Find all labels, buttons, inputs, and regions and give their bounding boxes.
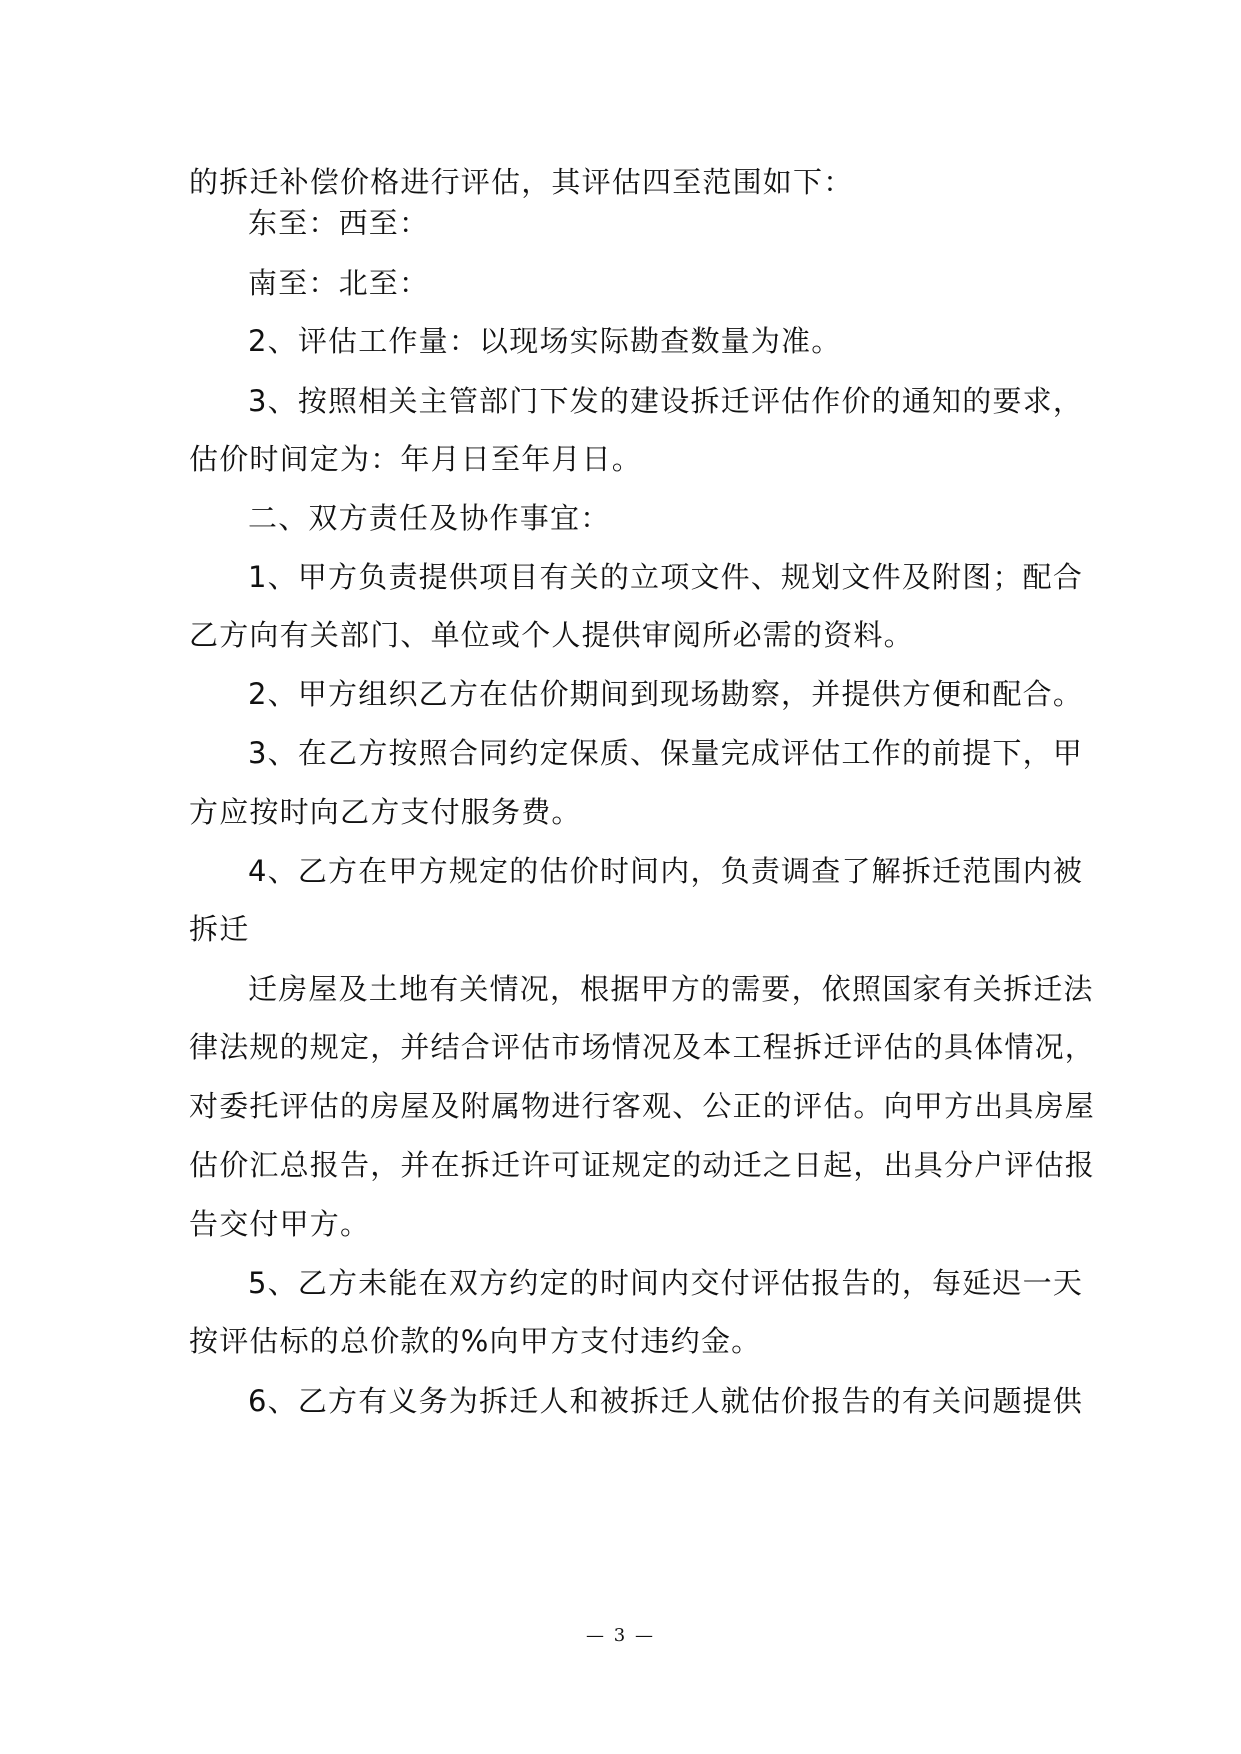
text-line: 6、乙方有义务为拆迁人和被拆迁人就估价报告的有关问题提供 [248,1384,1084,1418]
text-line: 二、双方责任及协作事宜： [248,501,611,535]
page-number: — 3 — [586,1625,655,1646]
text-line: 拆迁 [189,912,250,946]
text-line: 的拆迁补偿价格进行评估，其评估四至范围如下： [189,165,854,199]
text-line: 3、在乙方按照合同约定保质、保量完成评估工作的前提下，甲 [248,736,1084,770]
text-line: 估价时间定为：年月日至年月日。 [189,442,643,476]
text-line: 告交付甲方。 [189,1207,371,1241]
text-line: 律法规的规定，并结合评估市场情况及本工程拆迁评估的具体情况， [189,1030,1096,1064]
text-line: 迁房屋及土地有关情况，根据甲方的需要，依照国家有关拆迁法 [248,972,1094,1006]
text-line: 3、按照相关主管部门下发的建设拆迁评估作价的通知的要求， [248,384,1084,418]
text-line: 东至：西至： [248,206,430,240]
text-line: 2、评估工作量：以现场实际勘查数量为准。 [248,324,842,358]
text-line: 按评估标的总价款的%向甲方支付违约金。 [189,1324,762,1358]
text-line: 4、乙方在甲方规定的估价时间内，负责调查了解拆迁范围内被 [248,854,1084,888]
text-line: 估价汇总报告，并在拆迁许可证规定的动迁之日起，出具分户评估报 [189,1148,1096,1182]
text-line: 方应按时向乙方支付服务费。 [189,795,582,829]
text-line: 对委托评估的房屋及附属物进行客观、公正的评估。向甲方出具房屋 [189,1089,1096,1123]
text-line: 5、乙方未能在双方约定的时间内交付评估报告的，每延迟一天 [248,1266,1084,1300]
text-line: 2、甲方组织乙方在估价期间到现场勘察，并提供方便和配合。 [248,677,1084,711]
text-line: 1、甲方负责提供项目有关的立项文件、规划文件及附图；配合 [248,560,1084,594]
text-line: 乙方向有关部门、单位或个人提供审阅所必需的资料。 [189,618,914,652]
text-line: 南至：北至： [248,266,430,300]
